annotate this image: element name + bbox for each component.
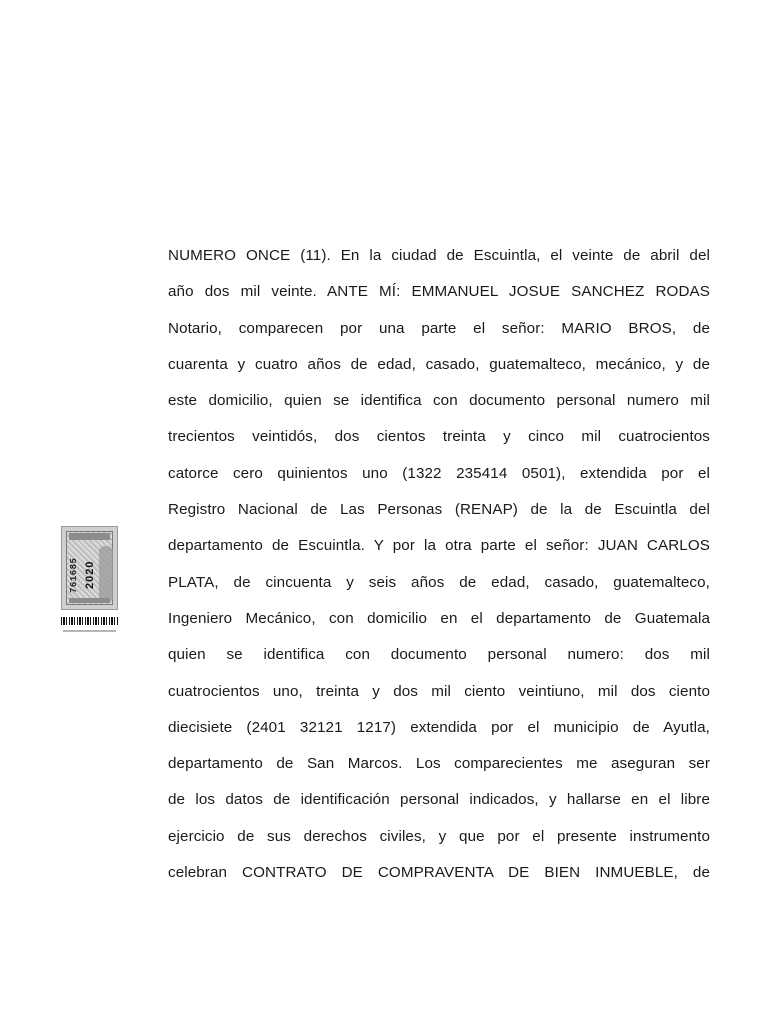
fiscal-stamp xyxy=(61,526,118,610)
deed-text-line: quien se identifica con documento personal numero: dos mil xyxy=(168,646,710,664)
deed-text-line: ejercicio de sus derechos civiles, y que por el presente instrumento xyxy=(168,827,710,845)
deed-text-line: año dos mil veinte. ANTE MÍ: EMMANUEL JOSUE SANCHEZ RODAS xyxy=(168,283,710,301)
stamp-footer-band xyxy=(69,598,110,603)
deed-text-line: departamento de San Marcos. Los comparecientes me aseguran ser xyxy=(168,755,710,773)
deed-text-line: Registro Nacional de Las Personas (RENAP) de la de Escuintla del xyxy=(168,501,710,519)
deed-text-line: catorce cero quinientos uno (1322 235414 0501), extendida por el xyxy=(168,464,710,482)
deed-body-text xyxy=(168,242,710,895)
deed-text-line: diecisiete (2401 32121 1217) extendida por el municipio de Ayutla, xyxy=(168,718,710,736)
stamp-header-band xyxy=(69,533,110,540)
stamp-barcode xyxy=(61,617,118,625)
stamp-portrait-figure xyxy=(99,546,113,600)
deed-text-line: de los datos de identificación personal indicados, y hallarse en el libre xyxy=(168,791,710,809)
deed-text-line: este domicilio, quien se identifica con documento personal numero mil xyxy=(168,392,710,410)
deed-text-line: departamento de Escuintla. Y por la otra parte el señor: JUAN CARLOS xyxy=(168,537,710,555)
deed-text-line: Ingeniero Mecánico, con domicilio en el departamento de Guatemala xyxy=(168,609,710,627)
stamp-serial-number: 761685 xyxy=(69,557,79,593)
deed-text-line: PLATA, de cincuenta y seis años de edad, casado, guatemalteco, xyxy=(168,573,710,591)
deed-text-line: Notario, comparecen por una parte el señor: MARIO BROS, de xyxy=(168,319,710,337)
deed-text-line: cuarenta y cuatro años de edad, casado, guatemalteco, mecánico, y de xyxy=(168,355,710,373)
deed-text-line: trecientos veintidós, dos cientos treinta y cinco mil cuatrocientos xyxy=(168,428,710,446)
stamp-barcode-caption xyxy=(63,630,116,632)
deed-text-line: cuatrocientos uno, treinta y dos mil ciento veintiuno, mil dos ciento xyxy=(168,682,710,700)
deed-text-line: celebran CONTRATO DE COMPRAVENTA DE BIEN INMUEBLE, de xyxy=(168,864,710,882)
stamp-year: 2020 xyxy=(84,560,96,590)
fiscal-stamp-artwork xyxy=(66,531,113,605)
deed-text-line: NUMERO ONCE (11). En la ciudad de Escuintla, el veinte de abril del xyxy=(168,247,710,264)
